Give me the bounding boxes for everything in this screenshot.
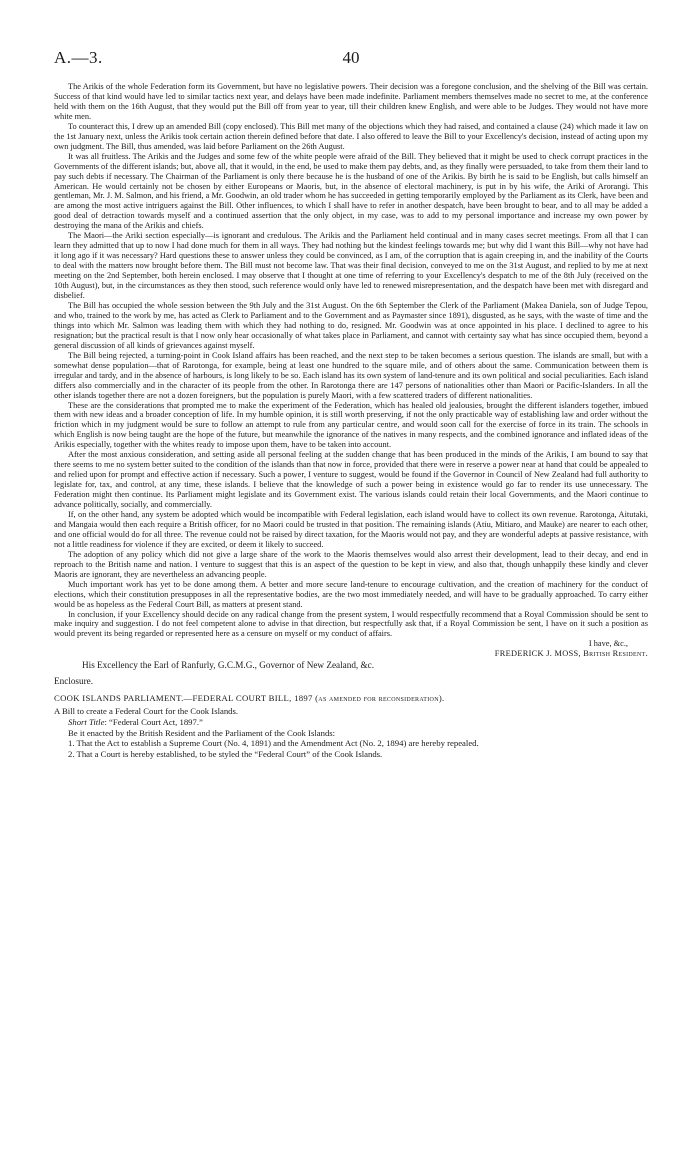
short-title-label: Short Title [68, 717, 105, 728]
valediction: I have, &c., [588, 639, 628, 649]
bill-subtitle: A Bill to create a Federal Court for the Cook Islands. [54, 706, 239, 717]
paragraph: These are the considerations that prompted me to make the experiment of the Federation, which has healed old jealousies, brought the different islanders together, imbued them with new ideas and a broader conception of life. In my humble opinion, it is still worth preserving, if not the only practicable way of establishing law and order without the friction which in my judgment would be sure to follow an attempt to rule from any particular centre, and would soon call for the exercise of force in its train. The schools in which English is now being taught are the hope of the future, but meanwhile the ignorance of the natives in many respects, and the combined ignorance and inflated ideas of the Arikis especially, together with the whites ready to impose upon them, have to be taken into account. [54, 400, 648, 450]
paragraph: After the most anxious consideration, and setting aside all personal feeling at the sudden change that has been produced in the minds of the Arikis, I am bound to say that there seems to me no system better suited to the condition of the islands than that now in force, provided that there were in reserve a power near at hand that could be appealed to and relied upon for prompt and effective action if necessary. Such a power, I venture to suggest, would be found if the Governor in Council of New Zealand had full authority to legislate for, tax, and control, at any time, these islands. I believe that the knowledge of such a power being in existence would go far to render its use unnecessary. The Federation might then continue. Its Parliament might legislate and its Government exist. The various islands could retain their local Governments, and the Maori continue to advance politically, socially, and commercially. [54, 450, 648, 510]
paragraph: If, on the other hand, any system be adopted which would be incompatible with Federal legislation, each island would have to collect its own revenue. Rarotonga, Aitutaki, and Mangaia would then each require a British officer, for no Maori could be trusted in that position. The remaining islands (Atiu, Mitiaro, and Mauke) are nearer to each other, and one official would do for all three. The revenue could not be raised by direct taxation, for the Maoris would not pay, and they are wonderful adepts at passive resistance, with not a little readiness for violence if they are excited, or deem it likely to succeed. [54, 509, 648, 549]
document-body [54, 82, 648, 759]
paragraph: To counteract this, I drew up an amended Bill (copy enclosed). This Bill met many of the objections which they had raised, and contained a clause (24) which made it law on the 1st January next, unless the Arikis took certain action therein defined before that date. I also offered to leave the Bill to your Excellency's decision, instead of acting upon my own judgment. The Bill, thus amended, was laid before Parliament on the 26th August. [54, 121, 648, 151]
short-title [54, 717, 648, 728]
signature: FREDERICK J. MOSS, British Resident. [494, 649, 648, 659]
paragraph: In conclusion, if your Excellency should decide on any radical change from the present system, I would respectfully recommend that a Royal Commission should be sent to make inquiry and suggestion. I do not feel competent alone to advise in that direction, but respectfully ask that, if a Royal Commission be sent, I have on it such a position as would prevent its being regarded or represented here as a censure on myself or my conduct of affairs. [54, 609, 648, 639]
enclosure-title: Enclosure. [54, 676, 94, 687]
clause-2: 2. That a Court is hereby established, to be styled the “Federal Court” of the Cook Islands. [68, 748, 383, 759]
closing-block [54, 639, 648, 659]
clause-1: 1. That the Act to establish a Supreme Court (No. 4, 1891) and the Amendment Act (No. 2, 1894) are hereby repealed. [68, 738, 479, 749]
bill-heading: COOK ISLANDS PARLIAMENT.—FEDERAL COURT BILL, 1897 (as amended for reconsideration). [54, 693, 445, 704]
addressee: His Excellency the Earl of Ranfurly, G.C.M.G., Governor of New Zealand, &c. [82, 660, 375, 671]
page-header [54, 48, 648, 72]
paragraph: Much important work has yet to be done among them. A better and more secure land-tenure to encourage cultivation, and the creation of machinery for the conduct of elections, which their constitution presupposes in all the representative bodies, are the two most immediately needed, and will have to be gradually approached. To carry either would be as hopeless as the Federal Court Bill, as matters at present stand. [54, 579, 648, 609]
paragraph: The Bill has occupied the whole session between the 9th July and the 31st August. On the 6th September the Clerk of the Parliament (Makea Daniela, son of Judge Tepou, and who, trained to the work by me, has acted as Clerk to Parliament and to the Government and as Paymaster since 1891), disgusted, as he says, with the waste of time and the things into which Mr. Salmon was leading them with which they had nothing to do, resigned. Mr. Goodwin was at once appointed in his place. I declined to agree to his resignation; but the practical result is that I now only hear occasionally of what takes place in Parliament, and cannot with certainty say what has since occupied them, beyond a general discussion of all kinds of grievances against myself. [54, 300, 648, 350]
page-number: 40 [342, 48, 360, 67]
paragraph: The adoption of any policy which did not give a large share of the work to the Maoris themselves would also arrest their development, lead to their decay, and end in reproach to the British name and nation. I venture to suggest that this is an aspect of the question to be kept in view, and also that, though unhappily these kindly and clever Maoris are ignorant, they are nevertheless an advancing people. [54, 549, 648, 579]
paragraph: The Maori—the Ariki section especially—is ignorant and credulous. The Arikis and the Parliament held continual and in many cases secret meetings. From all that I can learn they admitted that up to now I had done much for them in all ways. They had nothing but the kindest feelings towards me; but why did I want this Bill—why not have had it long ago if it was necessary? Hard questions these to answer unless they could be convinced, as I am, of the corruption that is again creeping in, and the inability of the Courts to deal with the matters now brought before them. The Bill must not become law. That was their final decision, conveyed to me on the 31st August, and replied to by me at next meeting on the 2nd September, both herein enclosed. I may observe that I thought at one time of referring to your Excellency's despatch to me of the 8th July (received on the 10th August), but, in the circumstances as they then stood, such reference would only have led to renewed misrepresentation, and the despatch have been met with disregard and disbelief. [54, 231, 648, 301]
enacting-clause: Be it enacted by the British Resident and the Parliament of the Cook Islands: [68, 727, 336, 738]
document-reference: A.—3. [54, 48, 103, 67]
paragraph: The Bill being rejected, a turning-point in Cook Island affairs has been reached, and the next step to be taken becomes a serious question. The islands are small, but with a somewhat dense population—that of Rarotonga, for example, being at least one hundred to the square mile, and of others about the same. Communication between them is irregular and tardy, and in the absence of harbours, is long likely to be so. Each island has its own system of land-tenure and its own political and social peculiarities. Each island differs also commercially and in the character of its people from the other. In Rarotonga there are 147 persons of nationalities other than Maori or Pacific-Islanders. In all the other islands together there are not a dozen foreigners, but the population is purely Maori, with a few scattered traders of different nationalities. [54, 350, 648, 400]
paragraph: It was all fruitless. The Arikis and the Judges and some few of the white people were afraid of the Bill. They believed that it might be used to check corrupt practices in the Governments of the different islands; but, above all, that it would, in the end, be used to make them pay debts, and, as they finally were persuaded, to take from them their land to pay such debts if necessary. The Chairman of the Parliament is only there because he is the husband of one of the Arikis. By birth he is said to be English, but calls himself an American. He would certainly not be chosen by either Europeans or Maoris, but, in the absence of electoral machinery, is put in by his wife, the Ariki of Arorangi. This gentleman, Mr. J. M. Salmon, and his friend, a Mr. Goodwin, an old trader whom he has succeeded in getting temporarily employed by the Parliament as its Clerk, have been and are among the most active intriguers against the Bill. Other influences, to which I shall have to refer in another despatch, have been brought to bear, and to all may be added a good deal of detraction towards myself and a continued assertion that the only object, in my case, was to add to my personal importance and increase my own power by destroying the mana of the Arikis and chiefs. [54, 151, 648, 231]
short-title-text: : “Federal Court Act, 1897.” [104, 717, 203, 728]
paragraph: The Arikis of the whole Federation form its Government, but have no legislative powers. Their decision was a foregone conclusion, and the shelving of the Bill was certain. Success of that kind would have led to similar tactics next year, and delays have been made indefinite. Parliament members themselves made no secret to me, at the conference held with them on the 16th August, that they would put the Bill off from year to year, till their children knew English, and were able to be Judges. They would not have more white men. [54, 82, 648, 121]
